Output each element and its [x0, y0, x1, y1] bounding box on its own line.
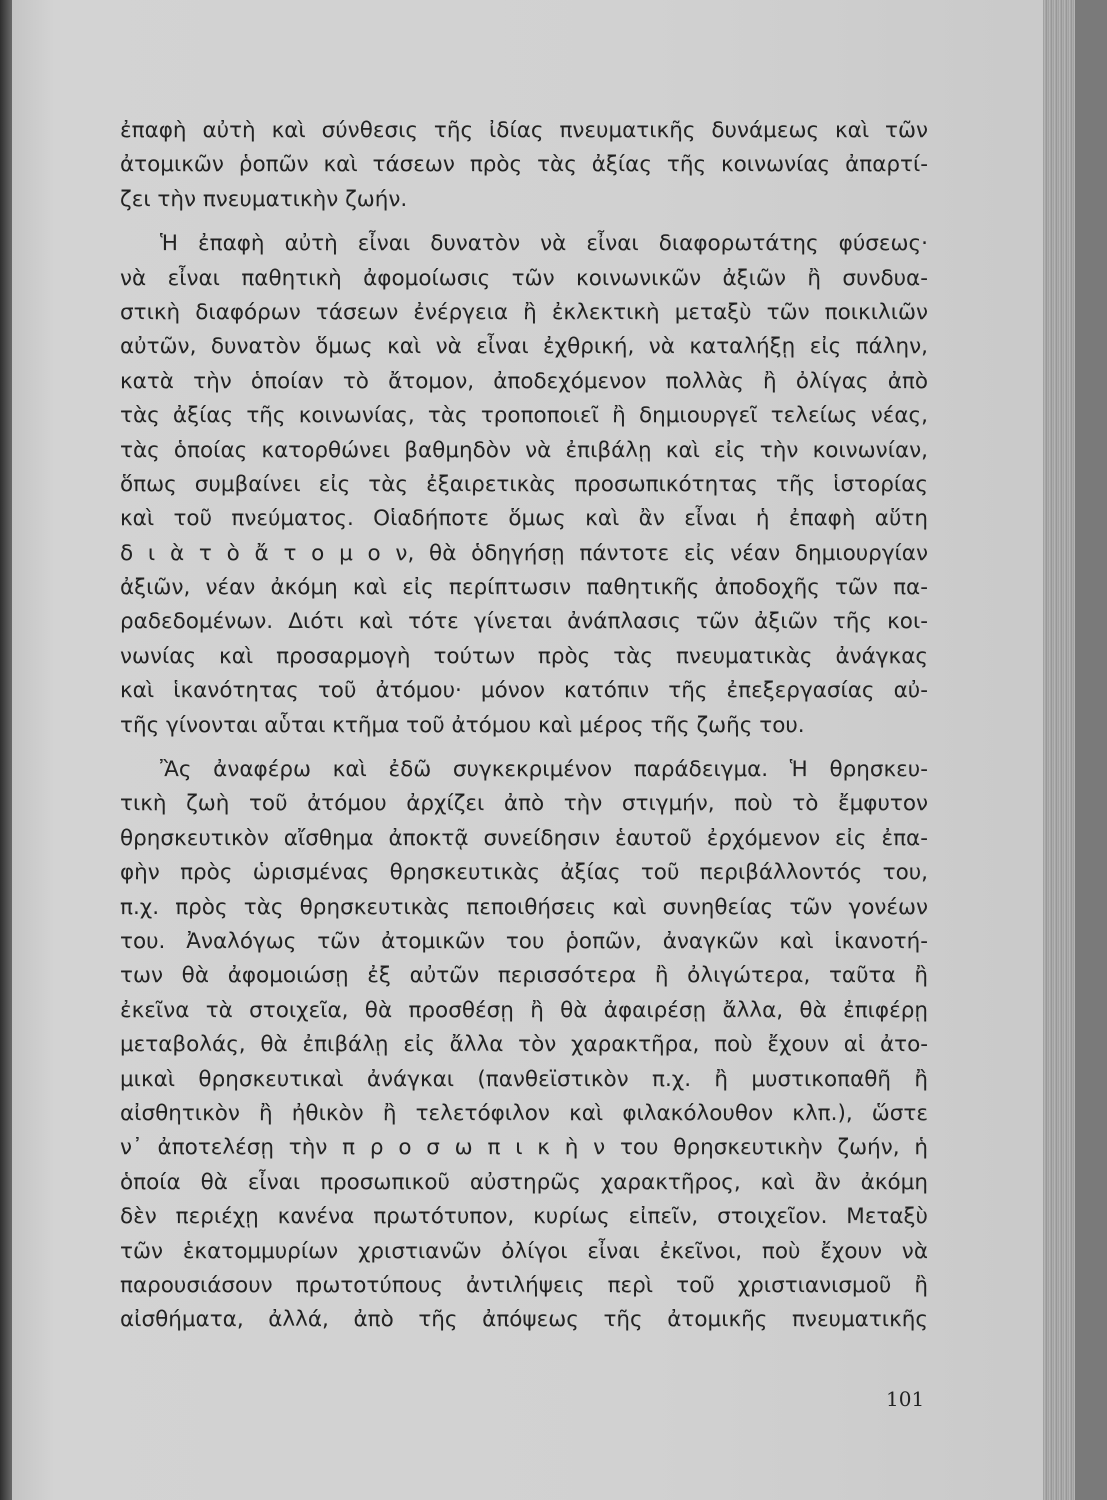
book-page	[12, 0, 1075, 1500]
paragraph	[120, 753, 928, 1338]
text-line: αἰσθητικὸν ἢ ἠθικὸν ἢ τελετόφιλον καὶ φιλακόλουθον κλπ.), ὥστε	[120, 1100, 928, 1126]
text-line: ν᾽ ἀποτελέσῃ τὴν π ρ ο σ ω π ι κ ὴ ν του θρησκευτικὴν ζωήν, ἡ	[120, 1135, 928, 1161]
text-line: τικὴ ζωὴ τοῦ ἀτόμου ἀρχίζει ἀπὸ τὴν στιγμήν, ποὺ τὸ ἔμφυτον	[120, 791, 928, 817]
text-line: ἐπαφὴ αὐτὴ καὶ σύνθεσις τῆς ἰδίας πνευματικῆς δυνάμεως καὶ τῶν	[120, 118, 928, 143]
text-line: κατὰ τὴν ὁποίαν τὸ ἄτομον, ἀποδεχόμενον πολλὰς ἢ ὀλίγας ἀπὸ	[120, 368, 928, 394]
paragraph	[120, 227, 928, 743]
text-line: φὴν πρὸς ὡρισμένας θρησκευτικὰς ἀξίας τοῦ περιβάλλοντός του,	[120, 860, 928, 886]
text-line: των θὰ ἀφομοιώσῃ ἐξ αὐτῶν περισσότερα ἢ ὀλιγώτερα, ταῦτα ἢ	[120, 963, 928, 989]
text-line: νὰ εἶναι παθητικὴ ἀφομοίωσις τῶν κοινωνικῶν ἀξιῶν ἢ συνδυα-	[120, 265, 928, 291]
text-line: δ ι ὰ τ ὸ ἄ τ ο μ ο ν, θὰ ὁδηγήσῃ πάντοτε εἰς νέαν δημιουργίαν	[120, 540, 928, 566]
text-line: νωνίας καὶ προσαρμογὴ τούτων πρὸς τὰς πνευματικὰς ἀνάγκας	[120, 643, 928, 669]
text-line: ἐκεῖνα τὰ στοιχεῖα, θὰ προσθέσῃ ἢ θὰ ἀφαιρέσῃ ἄλλα, θὰ ἐπιφέρῃ	[120, 997, 928, 1023]
text-line: ἀξιῶν, νέαν ἀκόμη καὶ εἰς περίπτωσιν παθητικῆς ἀποδοχῆς τῶν πα-	[120, 575, 928, 601]
text-line: καὶ τοῦ πνεύματος. Οἱαδήποτε ὅμως καὶ ἂν εἶναι ἡ ἐπαφὴ αὕτη	[120, 506, 928, 532]
text-line: τῆς γίνονται αὗται κτῆμα τοῦ ἀτόμου καὶ μέρος τῆς ζωῆς του.	[120, 712, 805, 738]
page-edge-stack	[1043, 0, 1075, 1500]
text-line: αὐτῶν, δυνατὸν ὅμως καὶ νὰ εἶναι ἐχθρική, νὰ καταλήξῃ εἰς πάλην,	[120, 334, 928, 360]
text-line: του. Ἀναλόγως τῶν ἀτομικῶν του ῥοπῶν, ἀναγκῶν καὶ ἱκανοτή-	[120, 928, 928, 954]
text-line: π.χ. πρὸς τὰς θρησκευτικὰς πεποιθήσεις καὶ συνηθείας τῶν γονέων	[120, 894, 928, 920]
text-line: μεταβολάς, θὰ ἐπιβάλῃ εἰς ἄλλα τὸν χαρακτῆρα, ποὺ ἔχουν αἱ ἀτο-	[120, 1032, 928, 1058]
text-line: τῶν ἑκατομμυρίων χριστιανῶν ὀλίγοι εἶναι ἐκεῖνοι, ποὺ ἔχουν νὰ	[120, 1238, 928, 1264]
text-line: ζει τὴν πνευματικὴν ζωήν.	[120, 186, 408, 212]
text-line: Ἂς ἀναφέρω καὶ ἐδῶ συγκεκριμένον παράδειγμα. Ἡ θρησκευ-	[160, 757, 928, 783]
body-text	[120, 114, 928, 1338]
text-line: ἀτομικῶν ῥοπῶν καὶ τάσεων πρὸς τὰς ἀξίας τῆς κοινωνίας ἀπαρτί-	[120, 152, 928, 178]
text-line: στικὴ διαφόρων τάσεων ἐνέργεια ἢ ἐκλεκτικὴ μεταξὺ τῶν ποικιλιῶν	[120, 299, 928, 325]
paragraph	[120, 114, 928, 217]
text-line: τὰς ἀξίας τῆς κοινωνίας, τὰς τροποποιεῖ ἢ δημιουργεῖ τελείως νέας,	[120, 403, 928, 429]
text-line: θρησκευτικὸν αἴσθημα ἀποκτᾷ συνείδησιν ἑαυτοῦ ἐρχόμενον εἰς ἐπα-	[120, 825, 928, 851]
text-line: αἰσθήματα, ἀλλά, ἀπὸ τῆς ἀπόψεως τῆς ἀτομικῆς πνευματικῆς	[120, 1307, 928, 1333]
text-line: μικαὶ θρησκευτικαὶ ἀνάγκαι (πανθεϊστικὸν π.χ. ἢ μυστικοπαθῆ ἢ	[120, 1066, 928, 1092]
page-number: 101	[886, 1387, 925, 1411]
text-line: καὶ ἱκανότητας τοῦ ἀτόμου· μόνον κατόπιν τῆς ἐπεξεργασίας αὐ-	[120, 678, 928, 704]
text-line: ραδεδομένων. Διότι καὶ τότε γίνεται ἀνάπλασις τῶν ἀξιῶν τῆς κοι-	[120, 609, 928, 635]
text-line: παρουσιάσουν πρωτοτύπους ἀντιλήψεις περὶ τοῦ χριστιανισμοῦ ἢ	[120, 1272, 928, 1298]
text-line: ὅπως συμβαίνει εἰς τὰς ἐξαιρετικὰς προσωπικότητας τῆς ἱστορίας	[120, 471, 928, 497]
text-line: Ἡ ἐπαφὴ αὐτὴ εἶναι δυνατὸν νὰ εἶναι διαφορωτάτης φύσεως·	[160, 231, 928, 257]
text-line: ὁποία θὰ εἶναι προσωπικοῦ αὐστηρῶς χαρακτῆρος, καὶ ἂν ἀκόμη	[120, 1169, 928, 1195]
text-line: τὰς ὁποίας κατορθώνει βαθμηδὸν νὰ ἐπιβάλῃ καὶ εἰς τὴν κοινωνίαν,	[120, 437, 928, 463]
book-spine-shadow	[0, 0, 12, 1500]
text-line: δὲν περιέχῃ κανένα πρωτότυπον, κυρίως εἰπεῖν, στοιχεῖον. Μεταξὺ	[120, 1204, 928, 1230]
